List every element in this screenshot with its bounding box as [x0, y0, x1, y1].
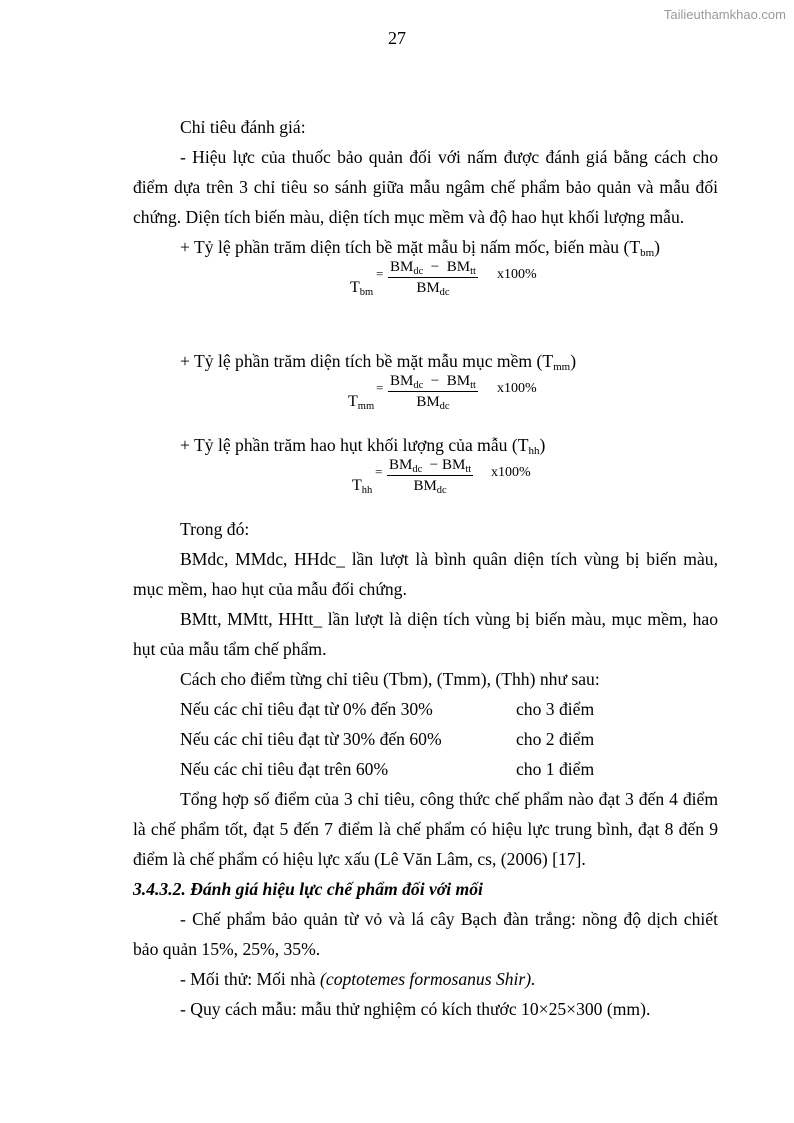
- scoring-condition: Nếu các chỉ tiêu đạt từ 30% đến 60%: [180, 729, 442, 749]
- page-number: 27: [388, 28, 406, 48]
- formula-1-multiplier: x100%: [497, 267, 537, 282]
- termite-species: (coptotemes formosanus Shir).: [320, 969, 536, 989]
- formula-1-numerator: $BM_{dc} - BM_{tt}$: [390, 259, 476, 277]
- termite-test-paragraph: - Mối thử: Mối nhà (coptotemes formosanus Shir).: [180, 969, 536, 989]
- where-label: Trong đó:: [180, 519, 250, 539]
- formula-3-lhs: $T_{hh}$: [352, 477, 373, 496]
- formula-3-multiplier: x100%: [491, 465, 531, 480]
- formula-1-equals: =: [376, 266, 384, 281]
- formula-1: [133, 259, 718, 316]
- formula-1-description: + Tỷ lệ phần trăm diện tích bề mặt mẫu bị nấm mốc, biến màu $(T_{bm})$: [180, 237, 660, 259]
- scoring-intro: Cách cho điểm từng chỉ tiêu (Tbm), (Tmm), (Thh) như sau:: [180, 669, 600, 689]
- formula-2: [133, 373, 718, 430]
- formula-3-denominator: $BM_{dc}$: [413, 478, 447, 496]
- formula-3-description: + Tỷ lệ phần trăm hao hụt khối lượng của mẫu $(T_{hh})$: [180, 435, 546, 457]
- formula-3: [133, 457, 718, 514]
- formula-3-equals: =: [375, 464, 383, 479]
- formula-2-equals: =: [376, 380, 384, 395]
- scoring-value: cho 1 điểm: [516, 759, 595, 779]
- formula-2-fraction: [388, 372, 478, 411]
- scoring-condition: Nếu các chỉ tiêu đạt trên 60%: [180, 759, 389, 779]
- formula-2-description: + Tỷ lệ phần trăm diện tích bề mặt mẫu mục mềm $(T_{mm})$: [180, 351, 577, 373]
- formula-3-fraction: [387, 456, 473, 495]
- scoring-row: [133, 724, 718, 754]
- formula-1-denominator: $BM_{dc}$: [416, 280, 450, 298]
- sample-spec-paragraph: - Quy cách mẫu: mẫu thử nghiệm có kích thước 10×25×300 (mm).: [180, 999, 651, 1019]
- formula-1-fraction: [388, 258, 478, 297]
- watermark: Tailieuthamkhao.com: [663, 7, 786, 22]
- scoring-condition: Nếu các chỉ tiêu đạt từ 0% đến 30%: [180, 699, 433, 719]
- formula-2-lhs: $T_{mm}$: [348, 393, 375, 412]
- formula-1-lhs: $T_{bm}$: [350, 279, 374, 298]
- scoring-row: [133, 694, 718, 724]
- where-control-paragraph: BMdc, MMdc, HHdc_ lần lượt là bình quân diện tích vùng bị biến màu, mục mềm, hao hụt của mẫu đối chứng.: [133, 549, 718, 599]
- scoring-row: [133, 754, 718, 784]
- summary-paragraph: Tổng hợp số điểm của 3 chỉ tiêu, công thức chế phẩm nào đạt 3 đến 4 điểm là chế phẩm tốt, đạt 5 đến 7 điểm là chế phẩm có hiệu lực trung bình, đạt 8 đến 9 điểm là chế phẩm có hiệu lực xấu (Lê Văn Lâm, cs, (2006) [17].: [133, 789, 718, 869]
- criteria-title: Chỉ tiêu đánh giá:: [180, 117, 306, 137]
- formula-2-numerator: $BM_{dc} - BM_{tt}$: [390, 373, 476, 391]
- where-treated-paragraph: BMtt, MMtt, HHtt_ lần lượt là diện tích vùng bị biến màu, mục mềm, hao hụt của mẫu tẩm chế phẩm.: [133, 609, 718, 659]
- formula-3-numerator: $BM_{dc} - BM_{tt}$: [389, 457, 472, 475]
- formula-2-denominator: $BM_{dc}$: [416, 394, 450, 412]
- document-body: [133, 112, 718, 1024]
- scoring-value: cho 2 điểm: [516, 729, 595, 749]
- termite-prep-paragraph: - Chế phẩm bảo quản từ vỏ và lá cây Bạch đàn trắng: nồng độ dịch chiết bảo quản 15%, 25%, 35%.: [133, 909, 718, 959]
- section-heading: 3.4.3.2. Đánh giá hiệu lực chế phẩm đối với mối: [133, 879, 483, 899]
- criteria-intro-paragraph: - Hiệu lực của thuốc bảo quản đối với nấm được đánh giá bằng cách cho điểm dựa trên 3 chỉ tiêu so sánh giữa mẫu ngâm chế phẩm bảo quản và mẫu đối chứng. Diện tích biến màu, diện tích mục mềm và độ hao hụt khối lượng mẫu.: [133, 147, 718, 227]
- scoring-value: cho 3 điểm: [516, 699, 595, 719]
- formula-2-multiplier: x100%: [497, 381, 537, 396]
